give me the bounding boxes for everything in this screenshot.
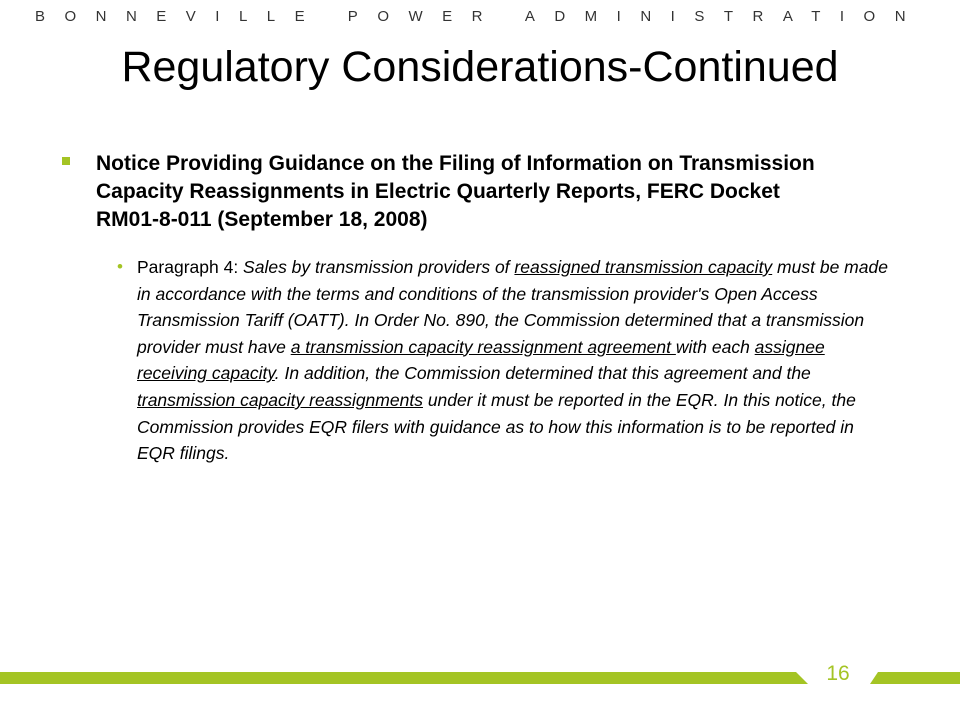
primary-bullet-text: Notice Providing Guidance on the Filing of Information on Transmission Capacity Reassignments in Electric Quarterly Reports, FERC Docket RM01-8-011 (September 18, 2008) (96, 152, 815, 231)
page-number: 16 (816, 660, 860, 688)
secondary-bullet-text (137, 254, 890, 467)
primary-bullet (58, 150, 848, 234)
underlined-phrase: assignee receiving capacity (137, 336, 825, 384)
quote-segment: with each (675, 336, 755, 357)
quote-text (137, 257, 888, 463)
square-bullet-icon (62, 157, 70, 165)
quote-segment: . In addition, the Commission determined that this agreement and the (274, 363, 811, 384)
underlined-phrase: a transmission capacity reassignment agreement (290, 336, 676, 357)
underlined-phrase: transmission capacity reassignments (137, 389, 423, 410)
organization-header: BONNEVILLE POWER ADMINISTRATION (34, 8, 926, 25)
quote-segment: must be made in accordance with the terms and conditions of the transmission provider's Open Access Transmission Tariff (OATT). In Order No. 890, the Commission determined that a transmission provider must have (137, 257, 888, 357)
secondary-bullet (110, 254, 890, 467)
underlined-phrase: reassigned transmission capacity (514, 257, 773, 277)
quote-segment: under it must be reported in the EQR. In this notice, the Commission provides EQR filers with guidance as to how this information is to be reported in EQR filings. (137, 389, 856, 464)
paragraph-label: Paragraph 4: (137, 257, 244, 277)
dot-bullet-icon: • (117, 257, 123, 276)
quote-segment: Sales by transmission providers of (243, 257, 515, 277)
slide-title: Regulatory Considerations-Continued (121, 43, 839, 91)
